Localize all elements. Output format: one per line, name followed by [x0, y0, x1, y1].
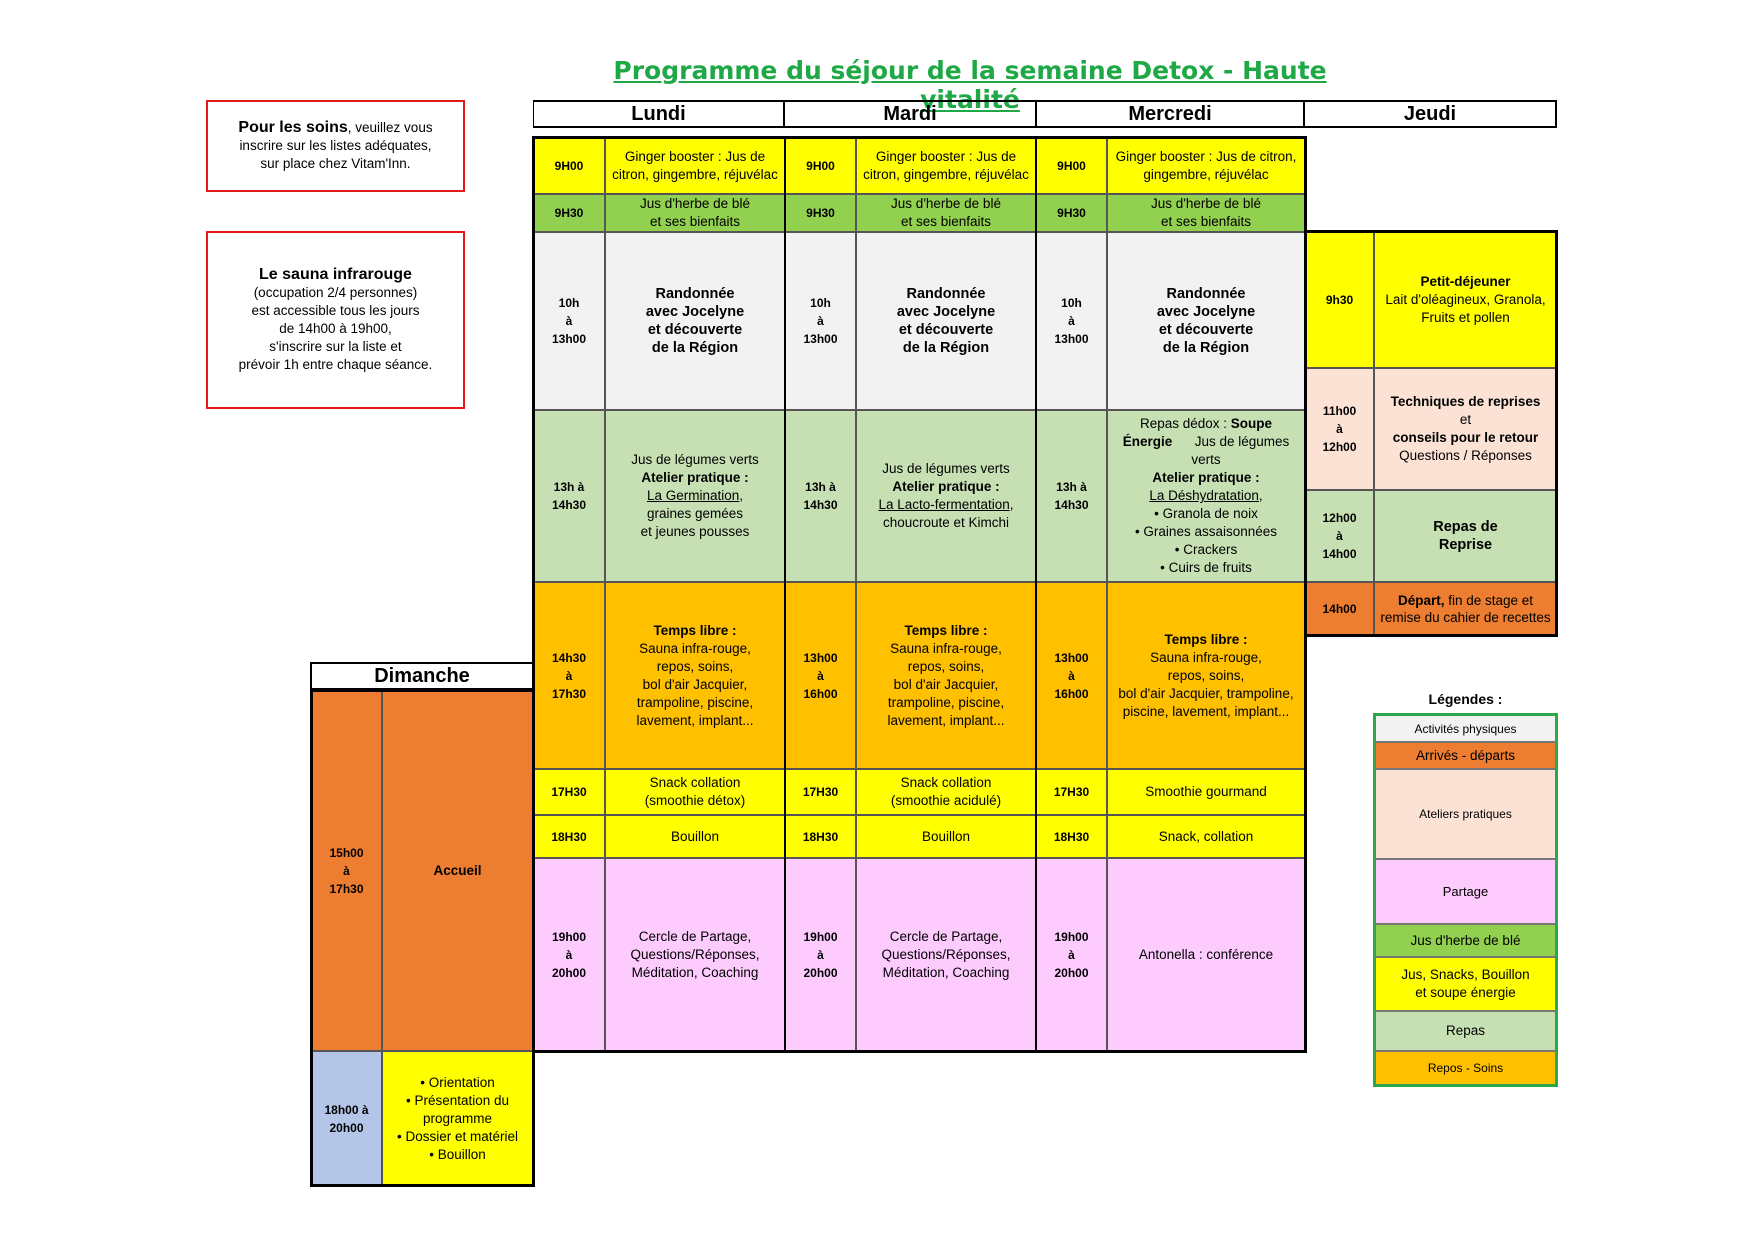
mercredi-time-4: 13h à 14h30 [1036, 410, 1107, 582]
sauna-note-line: est accessible tous les jours [251, 303, 420, 318]
day-divider [784, 136, 786, 1053]
lundi-activity-6: Snack collation (smoothie détox) [605, 769, 785, 815]
legend-item-activites-physiques: Activités physiques [1374, 715, 1557, 742]
lundi-activity-8: Cercle de Partage, Questions/Réponses, Méditation, Coaching [605, 858, 785, 1051]
legend-item-arrives-departs: Arrivés - départs [1374, 742, 1557, 769]
mardi-activity-3: Randonnée avec Jocelyne et découverte de la Région [856, 232, 1036, 410]
lundi-time-5: 14h30 à 17h30 [533, 582, 605, 769]
mardi-activity-5: Temps libre : Sauna infra-rouge, repos, soins, bol d'air Jacquier, trampoline, piscine, lavement, implant... [856, 582, 1036, 769]
dimanche-time-1: 15h00 à 17h30 [311, 690, 382, 1051]
mardi-time-6: 17H30 [785, 769, 856, 815]
jeudi-time-2: 11h00 à 12h00 [1305, 368, 1374, 490]
mercredi-time-3: 10h à 13h00 [1036, 232, 1107, 410]
mercredi-activity-4: Repas dédox : Soupe Énergie Jus de légumes verts Atelier pratique : La Déshydratation, • Granola de noix • Graines assaisonnées • Crackers • Cuirs de fruits [1107, 410, 1305, 582]
mardi-time-4: 13h à 14h30 [785, 410, 856, 582]
mardi-time-1: 9H00 [785, 137, 856, 194]
day-header-mercredi: Mercredi [1036, 100, 1305, 128]
jeudi-activity-2: Techniques de reprises et conseils pour le retour Questions / Réponses [1374, 368, 1557, 490]
mardi-time-5: 13h00 à 16h00 [785, 582, 856, 769]
day-header-jeudi: Jeudi [1304, 100, 1557, 128]
lundi-time-3: 10h à 13h00 [533, 232, 605, 410]
day-header-dimanche: Dimanche [310, 662, 534, 690]
soins-note-text1: , veuillez vous [347, 120, 433, 135]
legend-item-partage: Partage [1374, 859, 1557, 924]
mardi-activity-2: Jus d'herbe de blé et ses bienfaits [856, 194, 1036, 232]
soins-note-text3: sur place chez Vitam'Inn. [260, 156, 411, 171]
lundi-activity-7: Bouillon [605, 815, 785, 858]
lundi-activity-1: Ginger booster : Jus de citron, gingembre, réjuvélac [605, 137, 785, 194]
mardi-time-7: 18H30 [785, 815, 856, 858]
mardi-activity-6: Snack collation (smoothie acidulé) [856, 769, 1036, 815]
mercredi-activity-3: Randonnée avec Jocelyne et découverte de la Région [1107, 232, 1305, 410]
mercredi-activity-2: Jus d'herbe de blé et ses bienfaits [1107, 194, 1305, 232]
jeudi-activity-1: Petit-déjeuner Lait d'oléagineux, Granola, Fruits et pollen [1374, 231, 1557, 368]
mardi-activity-8: Cercle de Partage, Questions/Réponses, Méditation, Coaching [856, 858, 1036, 1051]
lundi-activity-2: Jus d'herbe de blé et ses bienfaits [605, 194, 785, 232]
sauna-note-title: Le sauna infrarouge [259, 266, 412, 283]
mardi-time-8: 19h00 à 20h00 [785, 858, 856, 1051]
dimanche-activity-2: • Orientation • Présentation du programme • Dossier et matériel • Bouillon [382, 1051, 533, 1186]
lundi-time-6: 17H30 [533, 769, 605, 815]
mardi-activity-4: Jus de légumes verts Atelier pratique : La Lacto-fermentation, choucroute et Kimchi [856, 410, 1036, 582]
lundi-time-4: 13h à 14h30 [533, 410, 605, 582]
legend-title: Légendes : [1428, 691, 1503, 707]
mardi-activity-7: Bouillon [856, 815, 1036, 858]
lundi-time-2: 9H30 [533, 194, 605, 232]
soins-note-text2: inscrire sur les listes adéquates, [239, 138, 432, 153]
day-header-mardi: Mardi [784, 100, 1037, 128]
soins-note-bold: Pour les soins [238, 119, 348, 136]
lundi-time-7: 18H30 [533, 815, 605, 858]
lundi-time-8: 19h00 à 20h00 [533, 858, 605, 1051]
legend-item-jus-herbe-ble: Jus d'herbe de blé [1374, 924, 1557, 957]
mercredi-time-1: 9H00 [1036, 137, 1107, 194]
legend-item-repos-soins: Repos - Soins [1374, 1051, 1557, 1085]
mardi-time-3: 10h à 13h00 [785, 232, 856, 410]
sauna-note-line: de 14h00 à 19h00, [279, 321, 392, 336]
mardi-time-2: 9H30 [785, 194, 856, 232]
mercredi-time-6: 17H30 [1036, 769, 1107, 815]
mercredi-activity-7: Snack, collation [1107, 815, 1305, 858]
lundi-activity-3: Randonnée avec Jocelyne et découverte de la Région [605, 232, 785, 410]
jeudi-activity-4: Départ, fin de stage et remise du cahier de recettes [1374, 582, 1557, 636]
mercredi-time-5: 13h00 à 16h00 [1036, 582, 1107, 769]
lundi-activity-5: Temps libre : Sauna infra-rouge, repos, soins, bol d'air Jacquier, trampoline, piscine, lavement, implant... [605, 582, 785, 769]
legend-item-repas: Repas [1374, 1011, 1557, 1051]
mercredi-activity-5: Temps libre : Sauna infra-rouge, repos, soins, bol d'air Jacquier, trampoline, piscine, lavement, implant... [1107, 582, 1305, 769]
legend-item-jus-snacks: Jus, Snacks, Bouillon et soupe énergie [1374, 957, 1557, 1011]
mercredi-activity-8: Antonella : conférence [1107, 858, 1305, 1051]
dimanche-time-2: 18h00 à 20h00 [311, 1051, 382, 1186]
jeudi-activity-3: Repas de Reprise [1374, 490, 1557, 582]
sauna-note-line: prévoir 1h entre chaque séance. [238, 357, 433, 372]
sauna-note-line: (occupation 2/4 personnes) [253, 285, 418, 300]
day-divider [1035, 136, 1037, 1053]
sauna-note [206, 231, 465, 409]
dimanche-activity-1: Accueil [382, 690, 533, 1051]
mercredi-time-7: 18H30 [1036, 815, 1107, 858]
jeudi-time-3: 12h00 à 14h00 [1305, 490, 1374, 582]
jeudi-time-4: 14h00 [1305, 582, 1374, 636]
lundi-time-1: 9H00 [533, 137, 605, 194]
mercredi-time-8: 19h00 à 20h00 [1036, 858, 1107, 1051]
jeudi-time-1: 9h30 [1305, 231, 1374, 368]
mercredi-time-2: 9H30 [1036, 194, 1107, 232]
mercredi-activity-6: Smoothie gourmand [1107, 769, 1305, 815]
page-title: Programme du séjour de la semaine Detox - Haute vitalité [613, 56, 1327, 114]
mardi-activity-1: Ginger booster : Jus de citron, gingembre, réjuvélac [856, 137, 1036, 194]
sauna-note-line: s'inscrire sur la liste et [269, 339, 402, 354]
lundi-activity-4: Jus de légumes verts Atelier pratique : La Germination, graines gemées et jeunes pousses [605, 410, 785, 582]
mercredi-activity-1: Ginger booster : Jus de citron, gingembre, réjuvélac [1107, 137, 1305, 194]
day-header-lundi: Lundi [533, 100, 785, 128]
soins-note [206, 100, 465, 192]
legend-item-ateliers-pratiques: Ateliers pratiques [1374, 769, 1557, 859]
